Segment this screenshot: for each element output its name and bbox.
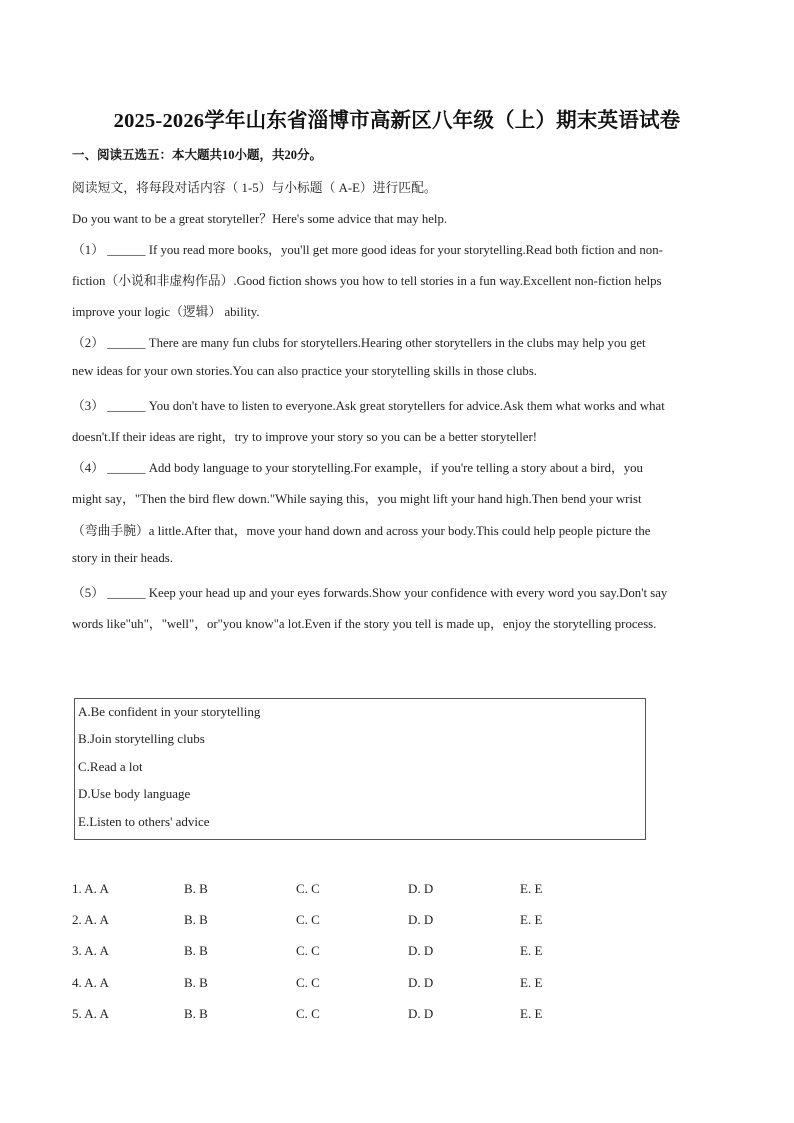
passage-line: （5） ______ Keep your head up and your eyes forwards.Show your confidence with every word you say.Don't say [72, 586, 668, 600]
question-choice-c[interactable]: C. C [296, 1006, 320, 1021]
passage-line: fiction（小说和非虚构作品）.Good fiction shows you how to tell stories in a fun way.Excellent non-fiction helps [72, 274, 662, 288]
question-row [72, 975, 632, 993]
option-a: A.Be confident in your storytelling [78, 704, 261, 719]
question-choice-a[interactable]: 5. A. A [72, 1006, 109, 1021]
question-choice-e[interactable]: E. E [520, 881, 543, 896]
question-choice-d[interactable]: D. D [408, 943, 434, 958]
passage-line: （2） ______ There are many fun clubs for storytellers.Hearing other storytellers in the clubs may help you get [72, 336, 646, 350]
question-choice-c[interactable]: C. C [296, 975, 320, 990]
section-heading: 一、阅读五选五：本大题共10小题，共20分。 [72, 148, 323, 162]
question-choice-a[interactable]: 1. A. A [72, 881, 109, 896]
question-choice-e[interactable]: E. E [520, 912, 543, 927]
question-row [72, 912, 632, 930]
options-box [74, 698, 646, 840]
passage-line: 阅读短文，将每段对话内容（ 1-5）与小标题（ A-E）进行匹配。 [72, 181, 437, 195]
passage-line: words like"uh"，"well"，or"you know"a lot.Even if the story you tell is made up，enjoy the storytelling process. [72, 617, 657, 631]
passage-line: （4） ______ Add body language to your storytelling.For example，if you're telling a story about a bird，you [72, 461, 643, 475]
question-row [72, 1006, 632, 1024]
passage-line: might say，"Then the bird flew down."While saying this，you might lift your hand high.Then bend your wrist [72, 492, 642, 506]
question-choice-c[interactable]: C. C [296, 943, 320, 958]
question-choice-a[interactable]: 2. A. A [72, 912, 109, 927]
option-e: E.Listen to others' advice [78, 814, 210, 829]
question-choice-e[interactable]: E. E [520, 1006, 543, 1021]
question-choice-b[interactable]: B. B [184, 912, 208, 927]
passage-line: doesn't.If their ideas are right，try to improve your story so you can be a better storyteller! [72, 430, 537, 444]
question-choice-c[interactable]: C. C [296, 912, 320, 927]
question-choice-e[interactable]: E. E [520, 943, 543, 958]
question-row [72, 881, 632, 899]
option-c: C.Read a lot [78, 759, 143, 774]
passage-line: （3） ______ You don't have to listen to everyone.Ask great storytellers for advice.Ask them what works and what [72, 399, 665, 413]
question-row [72, 943, 632, 961]
question-choice-b[interactable]: B. B [184, 943, 208, 958]
question-choice-d[interactable]: D. D [408, 975, 434, 990]
question-choice-d[interactable]: D. D [408, 912, 434, 927]
passage-line: Do you want to be a great storyteller？Here's some advice that may help. [72, 212, 448, 226]
question-choice-c[interactable]: C. C [296, 881, 320, 896]
question-choice-a[interactable]: 4. A. A [72, 975, 109, 990]
question-choice-d[interactable]: D. D [408, 881, 434, 896]
passage-line: （弯曲手腕）a little.After that，move your hand down and across your body.This could help people picture the [72, 524, 651, 538]
passage-line: improve your logic（逻辑） ability. [72, 305, 260, 319]
page-title: 2025-2026学年山东省淄博市高新区八年级（上）期末英语试卷 [113, 110, 681, 132]
passage-line: （1） ______ If you read more books，you'll get more good ideas for your storytelling.Read both fiction and non- [72, 243, 663, 257]
option-b: B.Join storytelling clubs [78, 731, 205, 746]
question-choice-a[interactable]: 3. A. A [72, 943, 109, 958]
passage-line: new ideas for your own stories.You can also practice your storytelling skills in those clubs. [72, 364, 537, 378]
question-choice-b[interactable]: B. B [184, 1006, 208, 1021]
question-choice-b[interactable]: B. B [184, 881, 208, 896]
option-d: D.Use body language [78, 786, 191, 801]
question-choice-b[interactable]: B. B [184, 975, 208, 990]
question-choice-d[interactable]: D. D [408, 1006, 434, 1021]
passage-line: story in their heads. [72, 551, 173, 565]
question-choice-e[interactable]: E. E [520, 975, 543, 990]
